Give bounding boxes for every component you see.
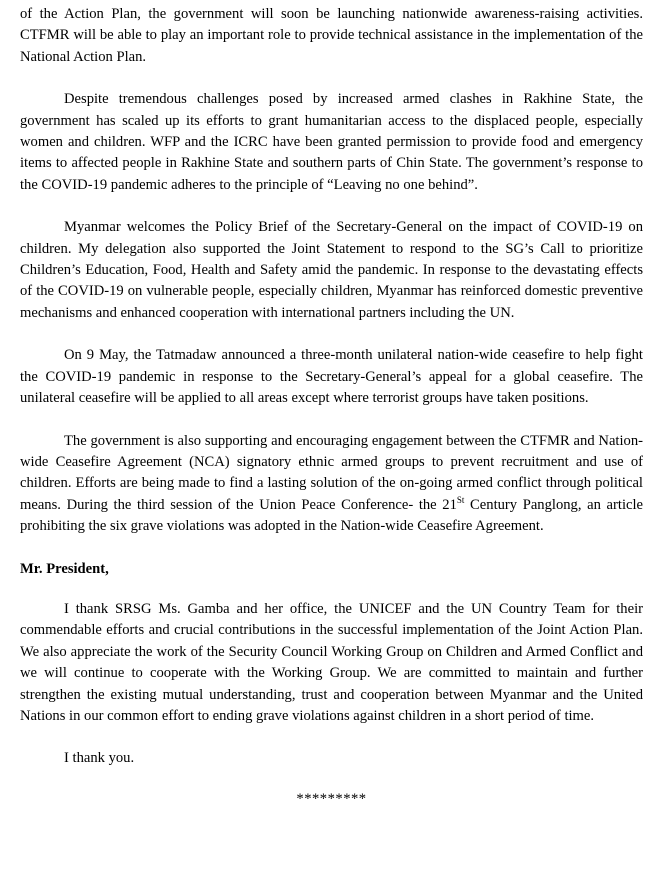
paragraph-nca [20, 431, 643, 538]
salutation-heading: Mr. President, [20, 560, 109, 577]
paragraph-nca-text-1: The government is also supporting and encouraging engagement between the CTFMR and Nation-wide Ceasefire Agreement (NCA) signatory ethnic armed groups to prevent recruitment and use of children. Efforts are being made to find a lasting solution of the on-going armed conflict through political means. During the third session of the Union Peace Conference- the 21 [20, 432, 643, 513]
paragraph-rakhine: Despite tremendous challenges posed by increased armed clashes in Rakhine State, the government has scaled up its efforts to grant humanitarian access to the displaced people, especially women and children. WFP and the ICRC have been granted permission to provide food and emergency items to affected people in Rakhine State and southern parts of Chin State. The government’s response to the COVID-19 pandemic adheres to the principle of “Leaving no one behind”. [20, 91, 643, 193]
superscript-st: St [456, 494, 465, 505]
paragraph-ceasefire: On 9 May, the Tatmadaw announced a three-month unilateral nation-wide ceasefire to help fight the COVID-19 pandemic in response to the Secretary-General’s appeal for a global ceasefire. The unilateral ceasefire will be applied to all areas except where terrorist groups have taken positions. [20, 347, 643, 407]
paragraph-covid-policy-brief: Myanmar welcomes the Policy Brief of the Secretary-General on the impact of COVID-19 on children. My delegation also supported the Joint Statement to respond to the SG’s Call to prioritize Children’s Education, Food, Health and Safety amid the pandemic. In response to the devastating effects of the COVID-19 on vulnerable people, especially children, Myanmar has reinforced domestic preventive mechanisms and enhanced cooperation with international partners including the UN. [20, 219, 643, 321]
paragraph-action-plan: of the Action Plan, the government will soon be launching nationwide awareness-raising activities. CTFMR will be able to play an important role to provide technical assistance in the implementation of the National Action Plan. [20, 6, 643, 65]
paragraph-nca-text-2: Century Panglong, an article prohibiting the six grave violations was adopted in the Nation-wide Ceasefire Agreement. [20, 496, 644, 535]
paragraph-thanks-srsg: I thank SRSG Ms. Gamba and her office, the UNICEF and the UN Country Team for their commendable efforts and crucial contributions in the successful implementation of the Joint Action Plan. We also appreciate the work of the Security Council Working Group on Children and Armed Conflict and we will continue to cooperate with the Working Group. We are committed to maintain and further strengthen the existing mutual understanding, trust and cooperation between Myanmar and the United Nations in our common effort to ending grave violations against children in a short period of time. [20, 600, 643, 724]
document-page [20, 4, 643, 810]
closing-line: I thank you. [64, 750, 135, 767]
end-mark: ********* [296, 790, 367, 807]
